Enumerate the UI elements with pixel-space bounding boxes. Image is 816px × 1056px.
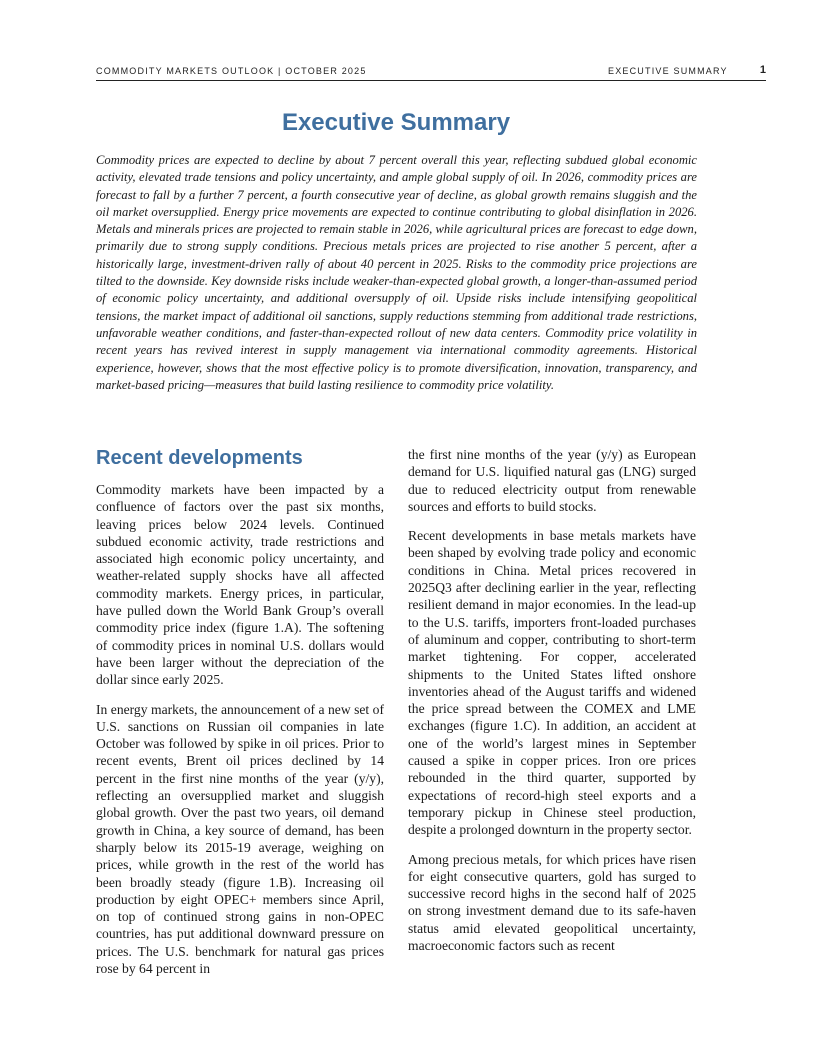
paragraph: Among precious metals, for which prices have risen for eight consecutive quarters, gold has surged to successive record highs in the second half of 2025 on strong investment demand due to its safe-haven status amid elevated geopolitical uncertainty, macroeconomic factors such as recent [408, 851, 696, 954]
paragraph: In energy markets, the announcement of a new set of U.S. sanctions on Russian oil companies in late October was followed by spike in oil prices. Prior to recent events, Brent oil prices declined by 14 percent in the first nine months of the year (y/y), reflecting an oversupplied market and sluggish global growth. Over the past two years, oil demand growth in China, a key source of demand, has been sharply below its 2015-19 average, weighing on prices, while growth in the rest of the world has been broadly steady (figure 1.B). Increasing oil production by eight OPEC+ members since April, on top of continued strong gains in non-OPEC countries, has put additional downward pressure on prices. The U.S. benchmark for natural gas prices rose by 64 percent in [96, 701, 384, 977]
executive-summary-text: Commodity prices are expected to decline by about 7 percent overall this year, reflecting subdued global economic activity, elevated trade tensions and policy uncertainty, and ample global supply of oil. In 2026, commodity prices are forecast to fall by a further 7 percent, a fourth consecutive year of decline, as global growth remains sluggish and the oil market oversupplied. Energy price movements are expected to continue contributing to global disinflation in 2026. Metals and minerals prices are projected to remain stable in 2026, while agricultural prices are forecast to edge down, primarily due to strong supply conditions. Precious metals prices are projected to rise another 5 percent, after a historically large, investment-driven rally of about 40 percent in 2025. Risks to the commodity price projections are tilted to the downside. Key downside risks include weaker-than-expected global growth, a longer-than-assumed period of economic policy uncertainty, and additional oversupply of oil. Upside risks include intensifying geopolitical tensions, the market impact of additional oil sanctions, supply reductions stemming from additional trade restrictions, unfavorable weather conditions, and faster-than-expected rollout of new data centers. Commodity price volatility in recent years has revived interest in supply management via international commodity agreements. Historical experience, however, shows that the most effective policy is to promote diversification, innovation, transparency, and market-based pricing—measures that build lasting resilience to commodity price volatility. [96, 153, 697, 392]
right-column [408, 446, 696, 966]
header-section: EXECUTIVE SUMMARY [608, 66, 728, 76]
paragraph: Commodity markets have been impacted by a confluence of factors over the past six months, leaving prices below 2024 levels. Continued subdued economic activity, trade restrictions and associated high economic policy uncertainty, and weather-related supply shocks have all affected commodity markets. Energy prices, in particular, have pulled down the World Bank Group’s overall commodity price index (figure 1.A). The softening of commodity prices in nominal U.S. dollars would have been larger without the depreciation of the dollar since early 2025. [96, 482, 384, 688]
page-number: 1 [759, 64, 766, 76]
page-title: Executive Summary [281, 109, 511, 136]
header-publication: COMMODITY MARKETS OUTLOOK | OCTOBER 2025 [96, 66, 367, 76]
paragraph: Recent developments in base metals markets have been shaped by evolving trade policy and economic conditions in China. Metal prices recovered in 2025Q3 after declining earlier in the year, reflecting resilient demand in major economies. In the lead-up to the U.S. tariffs, importers front-loaded purchases of aluminum and copper, contributing to short-term market tightening. For copper, accelerated shipments to the United States lifted onshore inventories ahead of the August tariffs and widened the price spread between the COMEX and LME exchanges (figure 1.C). In addition, an accident at one of the world’s largest mines in September caused a spike in copper prices. Iron ore prices rebounded in the third quarter, supported by expectations of record-high steel exports and a temporary pickup in Chinese steel production, despite a prolonged downturn in the property sector. [408, 528, 696, 838]
running-header [96, 64, 766, 81]
left-column [96, 446, 384, 989]
section-heading: Recent developments [96, 447, 303, 469]
paragraph: the first nine months of the year (y/y) as European demand for U.S. liquified natural gas (LNG) surged due to reduced electricity output from renewable sources and efforts to build stocks. [408, 447, 696, 514]
